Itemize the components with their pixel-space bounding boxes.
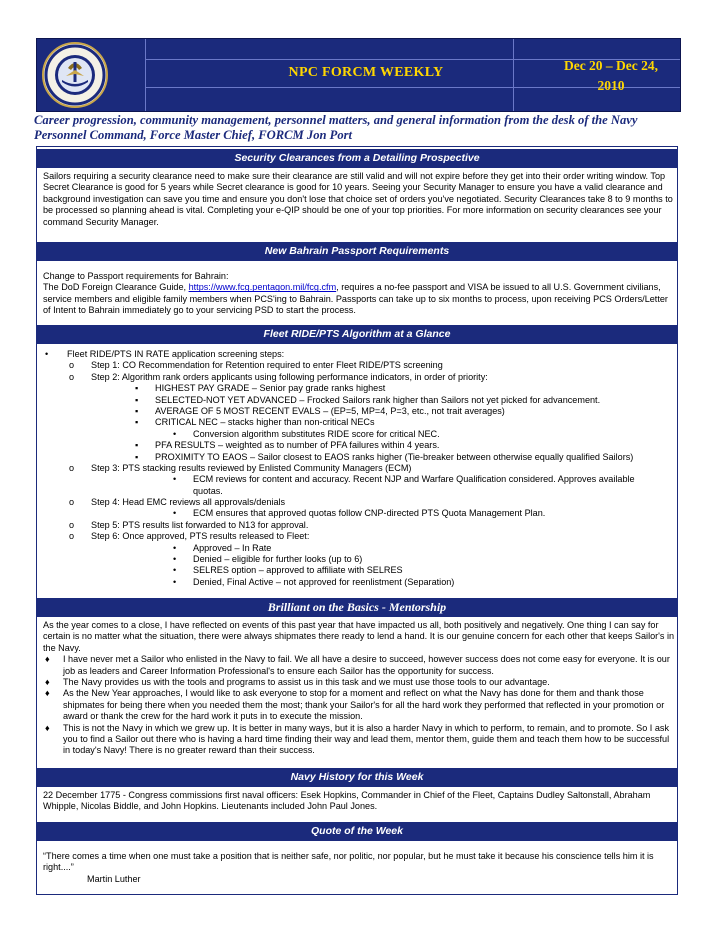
outline-text: Conversion algorithm substitutes RIDE score for critical NEC. bbox=[193, 428, 440, 439]
diamond-bullet-icon: ♦ bbox=[45, 677, 50, 688]
outline-text: HIGHEST PAY GRADE – Senior pay grade ranks highest bbox=[155, 383, 386, 394]
quote-text: “There comes a time when one must take a position that is neither safe, nor politic, nor popular, but he must take it because his conscience tells him it is right....” bbox=[43, 851, 654, 873]
outline-text: Approved – In Rate bbox=[193, 542, 272, 553]
list-item: ♦ As the New Year approaches, I would like to ask everyone to stop for a moment and reflect on what the Navy has done for them and thank those shipmates for being there when you needed them the most; thank your Sailor's for all the hard work they performed that reflected in your promotion or award or thank the crew for the hard work it puts in to execute the mission. bbox=[45, 688, 665, 722]
bahrain-post-link: , requires a no-fee passport and VISA be issued to all U.S. Government civilians, service members and eligible family members when PCS'ing to Bahrain. Passports can take up to six months to process, upon receiving PCS Orders/Letter of Intent to Bahrain immediately go to your servicing PSD to start the process. bbox=[43, 282, 668, 316]
fleet-ride-outline bbox=[43, 349, 675, 588]
outline-line bbox=[43, 452, 675, 463]
newsletter-title: NPC FORCM WEEKLY bbox=[288, 65, 444, 80]
outline-bullet-icon: o bbox=[69, 519, 75, 530]
history-text: 22 December 1775 - Congress commissions first naval officers: Esek Hopkins, Commander in Chief of the Fleet, Captains Dudley Saltonstall, Abraham Whipple, Nicolas Biddle, and John Hopkins. Lieutenants included John Paul Jones. bbox=[43, 790, 651, 812]
outline-bullet-icon: • bbox=[45, 349, 49, 359]
outline-bullet-icon: ▪ bbox=[135, 417, 139, 428]
outline-bullet-icon: ▪ bbox=[135, 451, 139, 462]
fleet-ride-body bbox=[43, 349, 675, 588]
diamond-bullet-icon: ♦ bbox=[45, 654, 50, 665]
outline-text: PROXIMITY TO EAOS – Sailor closest to EAOS ranks higher (Tie-breaker between otherwise equally qualified Sailors) bbox=[155, 451, 634, 462]
mentorship-heading: Brilliant on the Basics - Mentorship bbox=[37, 598, 677, 617]
fleet-ride-heading: Fleet RIDE/PTS Algorithm at a Glance bbox=[37, 325, 677, 344]
outline-bullet-icon: ▪ bbox=[135, 405, 139, 416]
bahrain-body bbox=[43, 271, 675, 317]
outline-bullet-icon: o bbox=[69, 360, 75, 371]
foreign-clearance-guide-link[interactable]: https://www.fcg.pentagon.mil/fcg.cfm bbox=[188, 282, 337, 293]
outline-text: SELECTED-NOT YET ADVANCED – Frocked Sailors rank higher than Sailors not yet picked for advancement. bbox=[155, 394, 601, 405]
outline-bullet-icon: • bbox=[173, 508, 177, 519]
outline-text: quotas. bbox=[193, 485, 223, 496]
outline-bullet-icon: o bbox=[69, 462, 75, 473]
outline-text: Step 1: CO Recommendation for Retention required to enter Fleet RIDE/PTS screening bbox=[91, 360, 443, 371]
outline-text: AVERAGE OF 5 MOST RECENT EVALS – (EP=5, MP=4, P=3, etc., not trait averages) bbox=[155, 405, 505, 416]
outline-line bbox=[43, 554, 675, 565]
outline-bullet-icon: • bbox=[173, 554, 177, 565]
quote-body bbox=[43, 851, 675, 885]
outline-line bbox=[43, 429, 675, 440]
outline-line bbox=[43, 565, 675, 576]
outline-bullet-icon: o bbox=[69, 531, 75, 542]
list-item: ♦ The Navy provides us with the tools and programs to assist us in this task and we must use those tools to our advantage. bbox=[45, 677, 550, 688]
outline-text: Step 3: PTS stacking results reviewed by Enlisted Community Managers (ECM) bbox=[91, 462, 412, 473]
outline-bullet-icon: • bbox=[173, 576, 177, 587]
outline-text: CRITICAL NEC – stacks higher than non-critical NECs bbox=[155, 417, 375, 428]
mentorship-intro: As the year comes to a close, I have reflected on events of this past year that have impacted us all, both positively and negatively. One thing I can say for certain is no matter what the situation, there were always shipmates there ready to lend a hand. It is our genuine concern for each other that keeps Sailor's in the Navy. bbox=[43, 620, 675, 653]
outline-bullet-icon: ▪ bbox=[135, 440, 139, 451]
bahrain-heading: New Bahrain Passport Requirements bbox=[37, 242, 677, 261]
outline-text: SELRES option – approved to affiliate with SELRES bbox=[193, 565, 403, 576]
mentorship-bullets bbox=[43, 654, 675, 757]
outline-bullet-icon: • bbox=[173, 474, 177, 485]
bahrain-line1: Change to Passport requirements for Bahrain: bbox=[43, 271, 229, 281]
outline-bullet-icon: ▪ bbox=[135, 394, 139, 405]
outline-text: Denied, Final Active – not approved for reenlistment (Separation) bbox=[193, 576, 455, 587]
outline-text: Step 6: Once approved, PTS results released to Fleet: bbox=[91, 531, 310, 542]
quote-heading: Quote of the Week bbox=[37, 822, 677, 841]
date-range: Dec 20 – Dec 24, 2010 bbox=[563, 58, 659, 93]
outline-line bbox=[43, 360, 675, 371]
outline-line bbox=[43, 463, 675, 474]
content-box bbox=[36, 146, 678, 895]
outline-line bbox=[43, 474, 675, 485]
united-states-navy-seal-icon bbox=[42, 42, 108, 108]
outline-line bbox=[43, 520, 675, 531]
outline-text: ECM reviews for content and accuracy. Recent NJP and Warfare Qualification considered. Approves available bbox=[193, 474, 635, 485]
list-item: ♦ This is not the Navy in which we grew up. It is better in many ways, but it is also a harder Navy in which to perform, to remain, and to promote. So I ask you to find a Sailor out there who is having a hard time finding their way and lead them, mentor them, guide them and teach them how to be successful in today's Navy! There is no greater reward than their success. bbox=[45, 722, 670, 756]
outline-line bbox=[43, 497, 675, 508]
diamond-bullet-icon: ♦ bbox=[45, 688, 50, 699]
history-heading: Navy History for this Week bbox=[37, 768, 677, 787]
security-body bbox=[43, 171, 675, 228]
outline-text: PFA RESULTS – weighted as to number of PFA failures within 4 years. bbox=[155, 440, 440, 451]
outline-line bbox=[43, 508, 675, 519]
diamond-bullet-icon: ♦ bbox=[45, 722, 50, 733]
outline-bullet-icon: o bbox=[69, 497, 75, 508]
outline-line bbox=[43, 349, 675, 360]
security-text: Sailors requiring a security clearance need to make sure their clearance are still valid and will not expire before they get into their order writing window. Top Secret Clearance is good for 5 years while Secret clearance is good for 10 years. Seeing your Security Manager to ensure you have a valid clearance and background investigation can save you time and ensure you don't lose that choice set of orders you've negotiated. Security Clearances take 8 to 9 months to be processed so planning ahead is vital. Completing your e-QIP should be one of your top priorities. For more information on security clearances see your command Security Manager. bbox=[43, 171, 673, 227]
outline-line bbox=[43, 383, 675, 394]
outline-line bbox=[43, 440, 675, 451]
outline-line bbox=[43, 577, 675, 588]
outline-text: Step 4: Head EMC reviews all approvals/denials bbox=[91, 497, 286, 508]
bahrain-pre-link: The DoD Foreign Clearance Guide, bbox=[43, 282, 189, 293]
masthead bbox=[36, 38, 681, 112]
outline-bullet-icon: • bbox=[173, 428, 177, 439]
outline-line bbox=[43, 406, 675, 417]
outline-line bbox=[43, 531, 675, 542]
outline-line bbox=[43, 417, 675, 428]
outline-line bbox=[43, 395, 675, 406]
list-item: ♦ I have never met a Sailor who enlisted in the Navy to fail. We all have a desire to succeed, however success does not come easy for everyone. It is our job as leaders and Career Information Professional's to ensure each Sailor has the opportunity for success. bbox=[45, 654, 670, 676]
security-heading: Security Clearances from a Detailing Prospective bbox=[37, 149, 677, 168]
outline-bullet-icon: • bbox=[173, 565, 177, 576]
outline-line bbox=[43, 372, 675, 383]
outline-bullet-icon: • bbox=[173, 542, 177, 553]
outline-line bbox=[43, 543, 675, 554]
outline-text: Step 2: Algorithm rank orders applicants using following performance indicators, in order of priority: bbox=[91, 371, 488, 382]
outline-text: Fleet RIDE/PTS IN RATE application screening steps: bbox=[67, 349, 285, 359]
masthead-divider bbox=[145, 39, 146, 111]
outline-text: Step 5: PTS results list forwarded to N13 for approval. bbox=[91, 519, 309, 530]
outline-text: ECM ensures that approved quotas follow CNP-directed PTS Quota Management Plan. bbox=[193, 508, 546, 519]
outline-text: Denied – eligible for further looks (up to 6) bbox=[193, 554, 363, 565]
quote-author: Martin Luther bbox=[87, 873, 141, 884]
outline-bullet-icon: o bbox=[69, 371, 75, 382]
mentorship-body bbox=[43, 620, 675, 757]
newsletter-subtitle: Career progression, community management, personnel matters, and general information from the desk of the Navy Personnel Command, Force Master Chief, FORCM Jon Port bbox=[34, 113, 638, 142]
outline-line bbox=[43, 486, 675, 497]
outline-bullet-icon: ▪ bbox=[135, 383, 139, 394]
history-body bbox=[43, 790, 675, 813]
bahrain-paragraph bbox=[43, 282, 675, 316]
